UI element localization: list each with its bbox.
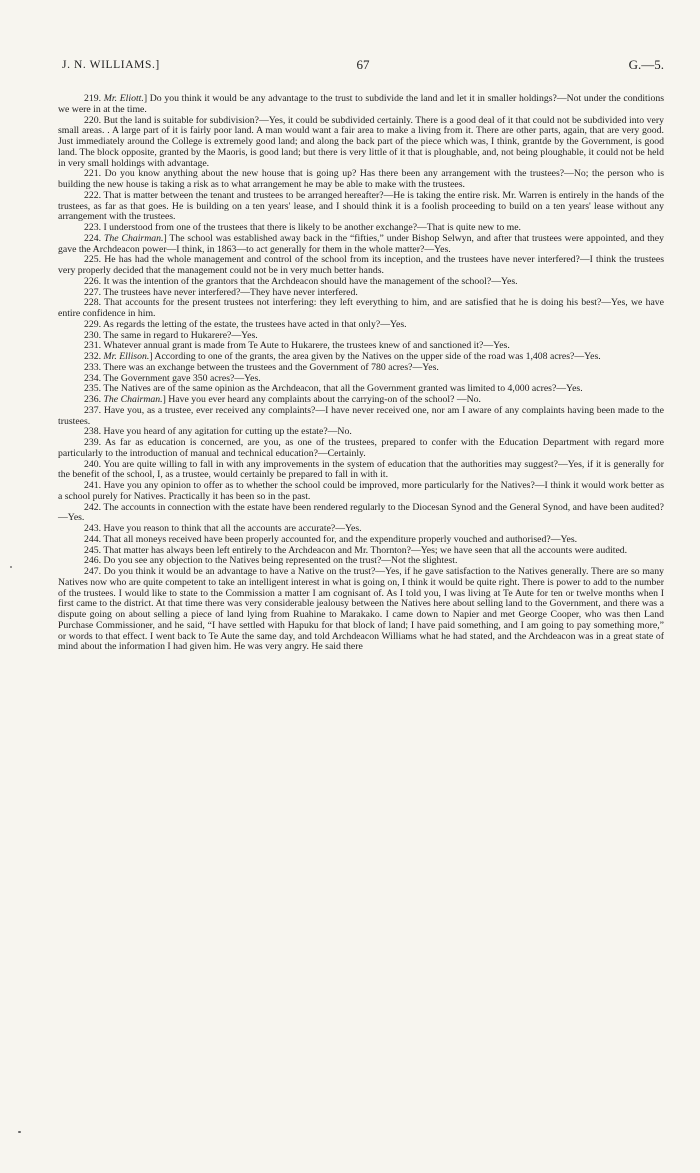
paragraph-text: 221. Do you know anything about the new house that is going up? Has there been any arrangement with the trustees?—No; the person who is building the new house is taking a risk as to what arrangement he may be able to make with the trustees. bbox=[58, 168, 664, 190]
paragraph-text: 235. The Natives are of the same opinion as the Archdeacon, that all the Government granted was limited to 4,000 acres?—Yes. bbox=[84, 383, 583, 395]
paragraph-text: ] The school was established away back in the “fifties,” under Bishop Selwyn, and after that trustees were appointed, and they gave the Archdeacon power—I think, in 1863—to act generally for them in the whole matter?—Yes. bbox=[58, 232, 665, 255]
paragraph-text: 240. You are quite willing to fall in with any improvements in the system of education that the authorities may suggest?—Yes, if it is generally for the benefit of the school, I, as a trustee, would certainly be prepared to fall in with it. bbox=[58, 458, 664, 481]
question-answer-paragraph bbox=[58, 438, 664, 460]
paragraph-text: 228. That accounts for the present trustees not interfering: they left everything to him, and are satisfied that he is doing his best?—Yes, we have entire confidence in him. bbox=[58, 297, 664, 319]
paragraph-text: 247. Do you think it would be an advantage to have a Native on the trust?—Yes, if he gave satisfaction to the Natives generally. There are so many Natives now who are quite competent to take an intelligent interest in what is going on, I think it would be quite right. There is power to add to the number of the trustees. I would like to state to the Commission a matter I am cognisant of. As I told you, I was living at Te Aute for ten or twelve months when I first came to the district. At that time there was very considerable jealousy between the Natives here about selling land to the Government, and there was a dispute going on about selling a piece of land lying from Ruahine to Marakako. I came down to Napier and met George Cooper, who was then Land Purchase Commissioner, and he said, “I have settled with Hapuku for that block of land; I have paid something, and I am going to pay something more,” or words to that effect. I went back to Te Aute the same day, and told Archdeacon Williams what he had stated, and the Archdeacon was in a great state of mind about the information I had given him. He was very angry. He said there bbox=[58, 566, 664, 653]
question-answer-paragraph bbox=[58, 567, 664, 653]
question-answer-paragraph bbox=[58, 191, 664, 223]
paragraph-text: 245. That matter has always been left entirely to the Archdeacon and Mr. Thornton?—Yes; we have seen that all the accounts were audited. bbox=[84, 544, 628, 556]
question-answer-paragraph bbox=[58, 255, 664, 277]
speaker-name: The Chairman. bbox=[103, 232, 164, 244]
scan-speck bbox=[18, 1131, 21, 1133]
page-number: 67 bbox=[356, 57, 370, 72]
paragraph-text: 241. Have you any opinion to offer as to whether the school could be improved, more particularly for the Natives?—I think it would work better as a school purely for Natives. Practically it has been so in the past. bbox=[58, 480, 664, 502]
question-answer-paragraph bbox=[58, 116, 664, 170]
paragraph-text: ] According to one of the grants, the area given by the Natives on the upper side of the road was 1,408 acres?—Yes. bbox=[149, 351, 601, 362]
paragraph-text: 233. There was an exchange between the trustees and the Government of 780 acres?—Yes. bbox=[84, 361, 439, 373]
question-answer-paragraph bbox=[58, 460, 664, 482]
paragraph-text: 234. The Government gave 350 acres?—Yes. bbox=[84, 372, 261, 384]
paragraph-text: 224. bbox=[84, 232, 104, 244]
paragraph-text: 244. That all moneys received have been properly accounted for, and the expenditure properly vouched and authorised?—Yes. bbox=[84, 533, 578, 545]
paragraph-text: 238. Have you heard of any agitation for cutting up the estate?—No. bbox=[84, 426, 352, 438]
page-header bbox=[62, 57, 664, 73]
document-body bbox=[58, 94, 664, 653]
paragraph-text: 237. Have you, as a trustee, ever received any complaints?—I have never received one, nor am I aware of any complaints having been made to the trustees. bbox=[58, 404, 664, 427]
paragraph-text: 239. As far as education is concerned, are you, as one of the trustees, prepared to confer with the Education Department with regard more particularly to the introduction of manual and technical education?—Certainly. bbox=[58, 437, 664, 459]
paragraph-text: 222. That is matter between the tenant and trustees to be arranged hereafter?—He is taking the entire risk. Mr. Warren is entirely in the hands of the trustees, as far as that goes. He is building on a ten years' lease, and I should think it is a foolish proceeding to build on a ten years' lease without any arrangement with the trustees. bbox=[58, 189, 664, 223]
question-answer-paragraph bbox=[58, 481, 664, 503]
paragraph-text: ] Do you think it would be any advantage to the trust to subdivide the land and let it in smaller holdings?—Not under the conditions we were in at the time. bbox=[58, 93, 665, 115]
paragraph-text: 236. bbox=[84, 394, 104, 405]
scan-speck bbox=[10, 566, 12, 568]
paragraph-text: 232. bbox=[84, 351, 104, 362]
question-answer-paragraph bbox=[58, 503, 664, 525]
paragraph-text: ] Have you ever heard any complaints about the carrying-on of the school? —No. bbox=[162, 394, 481, 405]
paragraph-text: 246. Do you see any objection to the Natives being represented on the trust?—Not the slightest. bbox=[84, 555, 458, 567]
paragraph-text: 219. bbox=[84, 93, 104, 104]
paragraph-text: 226. It was the intention of the grantors that the Archdeacon should have the management of the school?—Yes. bbox=[84, 275, 518, 287]
paragraph-text: 242. The accounts in connection with the estate have been rendered regularly to the Diocesan Synod and the General Synod, and have been audited?—Yes. bbox=[58, 501, 664, 524]
paragraph-text: 220. But the land is suitable for subdivision?—Yes, it could be subdivided certainly. There is a good deal of it that could not be subdivided into very small areas. . A large part of it is fairly poor land. A man would want a fair area to make a living from it. There are other parts, again, that are very good. Just immediately around the College is extremely good land; and along the back part of the piece which was, I think, grantde by the Government, is good land. The block opposite, granted by the Maoris, is good land; but there is very little of it that is ploughable, and, not being ploughable, it could not be held in very small holdings with advantage. bbox=[58, 114, 664, 169]
paragraph-text: 243. Have you reason to think that all the accounts are accurate?—Yes. bbox=[84, 523, 362, 534]
paragraph-text: 223. I understood from one of the trustees that there is likely to be another exchange?—That is quite new to me. bbox=[84, 222, 521, 233]
paragraph-text: 230. The same in regard to Hukarere?—Yes. bbox=[84, 329, 258, 341]
question-answer-paragraph bbox=[58, 169, 664, 191]
speaker-name: Mr. Eliott. bbox=[103, 93, 144, 104]
paragraph-text: 229. As regards the letting of the estate, the trustees have acted in that only?—Yes. bbox=[84, 318, 407, 330]
header-witness-name: J. N. WILLIAMS.] bbox=[62, 59, 160, 71]
paragraph-text: 227. The trustees have never interfered?—They have never interfered. bbox=[84, 286, 358, 298]
question-answer-paragraph bbox=[58, 298, 664, 320]
question-answer-paragraph bbox=[58, 406, 664, 428]
paragraph-text: 231. Whatever annual grant is made from Te Aute to Hukarere, the trustees knew of and sanctioned it?—Yes. bbox=[84, 340, 510, 352]
document-reference: G.—5. bbox=[628, 57, 664, 72]
speaker-name: The Chairman. bbox=[103, 394, 163, 405]
question-answer-paragraph bbox=[58, 94, 664, 116]
paragraph-text: 225. He has had the whole management and control of the school from its inception, and the trustees have never interfered?—I think the trustees very properly decided that the management could not be in very much better hands. bbox=[58, 254, 664, 276]
question-answer-paragraph bbox=[58, 234, 664, 256]
speaker-name: Mr. Ellison. bbox=[103, 351, 150, 362]
